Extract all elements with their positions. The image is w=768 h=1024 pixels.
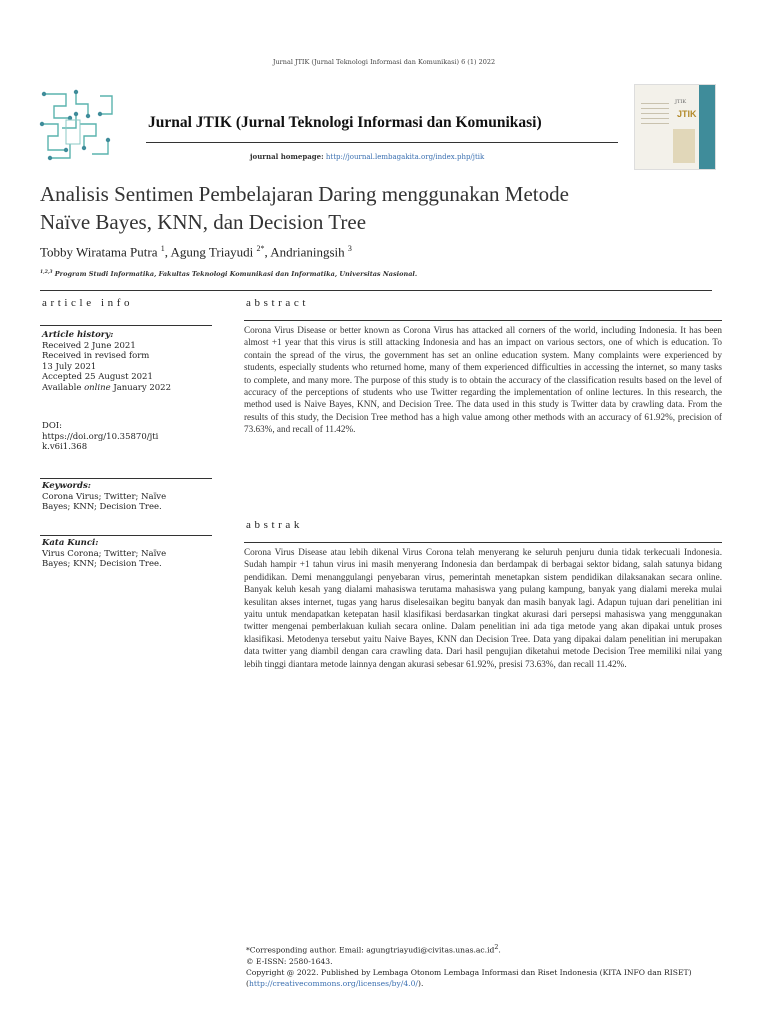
history-label: Article history: — [42, 330, 114, 340]
cover-brand: JTIK — [677, 109, 697, 119]
katakunci-line: Virus Corona; Twitter; Naïve — [42, 548, 167, 559]
journal-homepage — [250, 152, 484, 161]
author-sup: 1 — [160, 244, 165, 253]
divider-rule — [40, 290, 712, 291]
author-name: Andrianingsih — [270, 244, 345, 260]
katakunci-block — [42, 538, 166, 570]
author-name: Agung Triayudi — [170, 244, 254, 260]
keywords-label: Keywords: — [42, 481, 91, 491]
homepage-link[interactable]: http://journal.lembagakita.org/index.php/jtik — [325, 153, 485, 161]
journal-cover-image — [634, 84, 716, 170]
katakunci-label: Kata Kunci: — [42, 538, 99, 548]
doi-block — [42, 421, 158, 453]
homepage-label: journal homepage: — [250, 152, 324, 161]
cover-lines — [641, 103, 669, 128]
history-available — [42, 383, 171, 394]
author-sup: 2* — [256, 244, 265, 253]
corresponding-author: *Corresponding author. Email: $agungtriayudi@civitas.unas.ac.id^2$. — [246, 944, 501, 955]
cover-small-label: JTIK — [675, 99, 687, 105]
available-prefix: Available — [42, 382, 82, 393]
footer — [246, 942, 692, 989]
author-name: Tobby Wiratama Putra — [40, 244, 158, 260]
license-open: ( — [246, 978, 249, 988]
corresponding-sup: 2 — [494, 944, 499, 951]
history-item: Received in revised form — [42, 351, 150, 362]
author-sup: 3 — [347, 244, 352, 253]
abstract-rule — [244, 320, 722, 321]
abstract-heading: abstract — [246, 297, 310, 309]
eissn: © E-ISSN: 2580-1643. — [246, 956, 333, 966]
history-item: Received 2 June 2021 — [42, 340, 136, 351]
article-history — [42, 330, 171, 394]
abstrak-heading: abstrak — [246, 519, 303, 531]
doi-label: DOI: — [42, 421, 63, 431]
license — [246, 978, 692, 989]
journal-title: Jurnal JTIK (Jurnal Teknologi Informasi dan Komunikasi) — [148, 114, 542, 131]
header-rule — [146, 142, 618, 143]
cover-block — [673, 129, 695, 163]
article-info-rule — [40, 325, 212, 326]
affiliation-sup: 1,2,3 — [40, 270, 53, 275]
doi-link[interactable]: k.v6i1.368 — [42, 442, 88, 453]
journal-logo-icon — [36, 84, 118, 170]
keywords-line: Corona Virus; Twitter; Naïve — [42, 491, 167, 502]
abstract-text: Corona Virus Disease or better known as Corona Virus has attacked all corners of the world, including Indonesia. It has been almost +1 year that this virus is still attacking Indonesia and has an impact on various sectors, one of which is education. To contain the spread of the virus, the government has set an online education system. Many complaints were experienced by students, especially students who returned home, many of them experienced difficulties in accessing the internet, so many tasks to complete, and many more. The purpose of this study is to obtain the accuracy of the classification results based on the level of accuracy of the perceptions of students who use Twitter regarding the implementation of online lectures. In this research, the method used is Naive Bayes, KNN, and Decision Tree. The data used in this study is Twitter data by crawling data. From the results of this study, the Decision Tree method has a high value among other methods with an accuracy of 61.92%, precision of 73.63%, and recall of 11.42%. — [244, 325, 722, 435]
abstrak-text: Corona Virus Disease atau lebih dikenal Virus Corona telah menyerang ke seluruh penjuru dunia tidak terkecuali Indonesia. Sudah hampir +1 tahun virus ini masih menyerang Indonesia dan berdampak di berbagai sektor bidang, salah satunya bidang pendidikan. Demi menanggulangi penyebaran virus, pemerintah menetapkan sistem pendidikan dilaksanakan secara online. Banyak keluh kesah yang dialami mahasiswa terutama mahasiswa yang pulang kampung, banyak yang dialami mereka mulai kesulitan akses internet, tugas yang harus diselesaikan begitu banyak dan masih banyak lagi. Adapun tujuan dari penelitian ini yaitu untuk mendapatkan ketepatan hasil klasifikasi berdasarkan tingkat akurasi dari persepsi mahasiswa yang menggunakan twitter mengenai pemberlakuan kuliah secara online. Dalam penelitian ini ada tiga metode yang akan dipakai untuk proses klasifikasi. Metodenya tersebut yaitu Naive Bayes, KNN dan Decision Tree. Data yang dipakai dalam penelitian ini merupakan data twitter yang diambil dengan cara crawling data. Dari hasil pengujian diketahui metode Decision Tree memiliki nilai yang lebih tinggi diantara metode lainnya dengan akurasi sebesar 61.92%, presisi 73.63%, dan recall 11.42%. — [244, 547, 722, 669]
affiliation — [40, 270, 417, 278]
history-item: Accepted 25 August 2021 — [42, 372, 153, 383]
available-online: online — [84, 382, 111, 393]
doi-link[interactable]: https://doi.org/10.35870/jti — [42, 431, 159, 442]
paper-title — [40, 180, 680, 236]
keywords-rule — [40, 478, 212, 479]
keywords-line: Bayes; KNN; Decision Tree. — [42, 502, 162, 513]
history-item: 13 July 2021 — [42, 361, 97, 372]
keywords-block — [42, 481, 166, 513]
katakunci-line: Bayes; KNN; Decision Tree. — [42, 559, 162, 570]
affiliation-text: Program Studi Informatika, Fakultas Teknologi Komunikasi dan Informatika, Universitas Nasional. — [54, 270, 418, 279]
running-header: Jurnal JTIK (Jurnal Teknologi Informasi dan Komunikasi) 6 (1) 2022 — [272, 58, 496, 66]
paper-title-line2: Naïve Bayes, KNN, dan Decision Tree — [40, 210, 367, 234]
author-list: Tobby Wiratama Putra $^1$, Agung Triayudi $^{2*}$, Andrianingsih $^3$ — [40, 244, 352, 260]
corresponding-text: *Corresponding author. Email: agungtriayudi@civitas.unas.ac.id — [246, 945, 495, 955]
available-date: January 2022 — [113, 382, 172, 393]
article-info-heading: article info — [42, 297, 134, 309]
cover-strip — [699, 85, 715, 169]
katakunci-rule — [40, 535, 212, 536]
abstrak-rule — [244, 542, 722, 543]
paper-title-line1: Analisis Sentimen Pembelajaran Daring menggunakan Metode — [40, 182, 569, 206]
copyright: Copyright @ 2022. Published by Lembaga Otonom Lembaga Informasi dan Riset Indonesia (KITA INFO dan RISET) — [246, 967, 692, 977]
license-close: ). — [417, 978, 424, 988]
license-link[interactable]: http://creativecommons.org/licenses/by/4.0/ — [248, 978, 418, 988]
